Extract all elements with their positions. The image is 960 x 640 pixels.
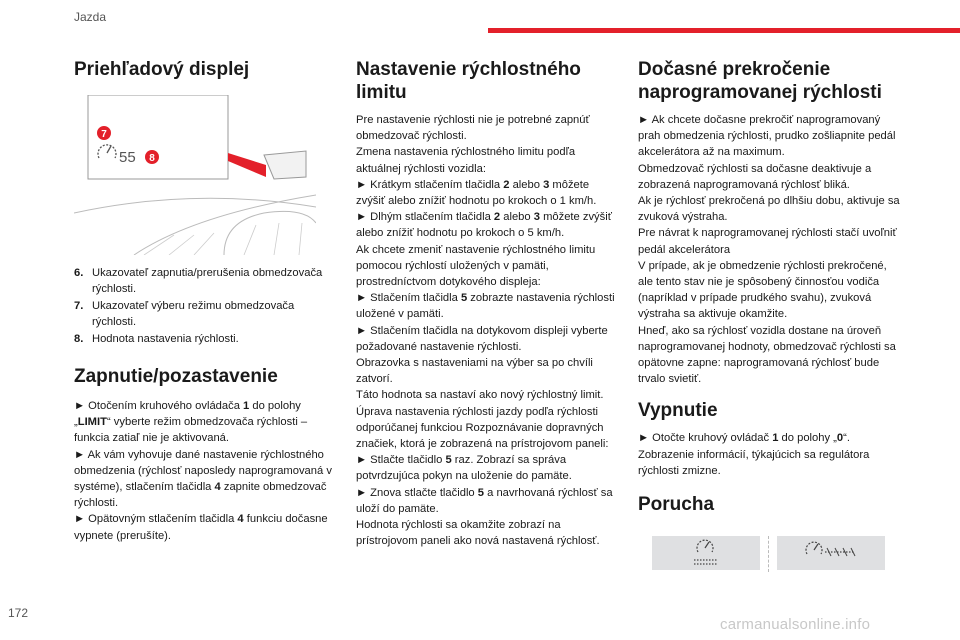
- paragraph: Pre nastavenie rýchlosti nie je potrebné zapnúť obmedzovač rýchlosti.: [356, 114, 590, 143]
- paragraph: ► Opätovným stlačením tlačidla 4 funkciu dočasne vypnete (prerušíte).: [74, 513, 328, 542]
- divider: [768, 536, 769, 572]
- head-up-display-illustration: [74, 95, 316, 255]
- legend-item: 8. Hodnota nastavenia rýchlosti.: [74, 333, 239, 345]
- column-3: [638, 52, 904, 572]
- paragraph: ► Znova stlačte tlačidlo 5 a navrhovaná rýchlosť sa uloží do pamäte.: [356, 486, 613, 515]
- paragraph: Obmedzovač rýchlosti sa dočasne deaktivuje a zobrazená naprogramovaná rýchlosť bliká.: [638, 162, 872, 191]
- marker-8: 8: [149, 153, 155, 164]
- paragraph: ► Ak chcete dočasne prekročiť naprogramovaný prah obmedzenia rýchlosti, prudko zošliapnite pedál akcelerátora až na maximum.: [638, 114, 896, 159]
- paragraph: Zobrazenie informácií, týkajúcich sa regulátora rýchlosti zmizne.: [638, 448, 870, 477]
- paragraph: Hodnota rýchlosti sa okamžite zobrazí na prístrojovom paneli ako nová nastavená rýchlosť.: [356, 519, 600, 548]
- heading-switch-off: Vypnutie: [638, 400, 718, 422]
- paragraph: Úprava nastavenia rýchlosti jazdy podľa rýchlosti odporúčanej funkciou Rozpoznávanie dopravných značiek, ktorá je zobrazená na prístrojovom paneli:: [356, 405, 609, 451]
- heading-speed-setting: Nastavenie rýchlostného limitu: [356, 59, 581, 103]
- paragraph: V prípade, ak je obmedzenie rýchlosti prekročené, ale tento stav nie je spôsobený činnosťou vodiča (napríklad v prípade prudkého svahu), zvuková výstraha sa aktivuje okamžite.: [638, 259, 887, 321]
- paragraph: ► Dlhým stlačením tlačidla 2 alebo 3 môžete zvýšiť alebo znížiť hodnotu po krokoch o 5 km/h.: [356, 211, 612, 240]
- hud-drawing: [74, 95, 316, 255]
- paragraph: ► Stlačte tlačidlo 5 raz. Zobrazí sa správa potvrdzujúca pokyn na uloženie do pamäte.: [356, 454, 572, 483]
- paragraph: Zmena nastavenia rýchlostného limitu podľa aktuálnej rýchlosti vozidla:: [356, 146, 576, 175]
- paragraph: Ak je rýchlosť prekročená po dlhšiu dobu, aktivuje sa zvuková výstraha.: [638, 195, 900, 224]
- paragraph: ► Krátkym stlačením tlačidla 2 alebo 3 môžete zvýšiť alebo znížiť hodnotu po krokoch o 1 km/h.: [356, 178, 597, 208]
- watermark: carmanualsonline.info: [720, 616, 871, 633]
- hud-speed-value: 55: [119, 149, 136, 166]
- paragraph: ► Otočením kruhového ovládača 1 do polohy „LIMIT“ vyberte režim obmedzovača rýchlosti – funkcia zatiaľ nie je aktivovaná.: [74, 400, 308, 445]
- header-accent-bar: [488, 28, 960, 33]
- paragraph: Táto hodnota sa nastaví ako nový rýchlostný limit.: [356, 389, 604, 402]
- page-number: 172: [8, 606, 29, 620]
- paragraph: ► Otočte kruhový ovládač 1 do polohy „0“.: [638, 432, 850, 445]
- figure-legend: [74, 265, 336, 347]
- paragraph: Pre návrat k naprogramovanej rýchlosti stačí uvoľniť pedál akcelerátora: [638, 227, 897, 256]
- paragraph: Hneď, ako sa rýchlosť vozidla dostane na úroveň naprogramovanej hodnoty, obmedzovač rýchlosti sa opätovne zapne: naprogramovaná rýchlosť bude trvalo svietiť.: [638, 324, 896, 386]
- legend-item: 7. Ukazovateľ výberu režimu obmedzovača rýchlosti.: [74, 300, 295, 328]
- heading-fault: Porucha: [638, 494, 715, 516]
- legend-item: 6. Ukazovateľ zapnutia/prerušenia obmedzovača rýchlosti.: [74, 267, 323, 295]
- column-1: [74, 52, 336, 544]
- fault-indicators: [652, 536, 904, 572]
- paragraph: Ak chcete zmeniť nastavenie rýchlostného limitu pomocou rýchlostí uložených v pamäti, prostredníctvom dotykového displeja:: [356, 243, 596, 289]
- paragraph: Obrazovka s nastaveniami na výber sa po chvíli zatvorí.: [356, 357, 593, 386]
- fault-indicator-left: [652, 536, 760, 570]
- fault-indicator-right: [777, 536, 885, 570]
- speed-limiter-fault-icon: [686, 538, 726, 568]
- heading-temporary-override: Dočasné prekročenie naprogramovanej rýchlosti: [638, 59, 882, 103]
- speed-limiter-fault-icon: [801, 538, 861, 568]
- column-2: [356, 52, 620, 549]
- heading-head-up-display: Priehľadový displej: [74, 59, 250, 80]
- paragraph: ► Stlačením tlačidla 5 zobrazte nastavenia rýchlosti uložené v pamäti.: [356, 292, 615, 321]
- paragraph: ► Stlačením tlačidla na dotykovom displeji vyberte požadované nastavenie rýchlosti.: [356, 324, 608, 353]
- heading-on-off: Zapnutie/pozastavenie: [74, 366, 278, 387]
- running-header: Jazda: [74, 10, 107, 24]
- paragraph: ► Ak vám vyhovuje dané nastavenie rýchlostného obmedzenia (rýchlosť naposledy naprogramovaná v systéme), stlačením tlačidla 4 zapnite obmedzovač rýchlosti.: [74, 448, 332, 510]
- marker-7: 7: [101, 129, 107, 140]
